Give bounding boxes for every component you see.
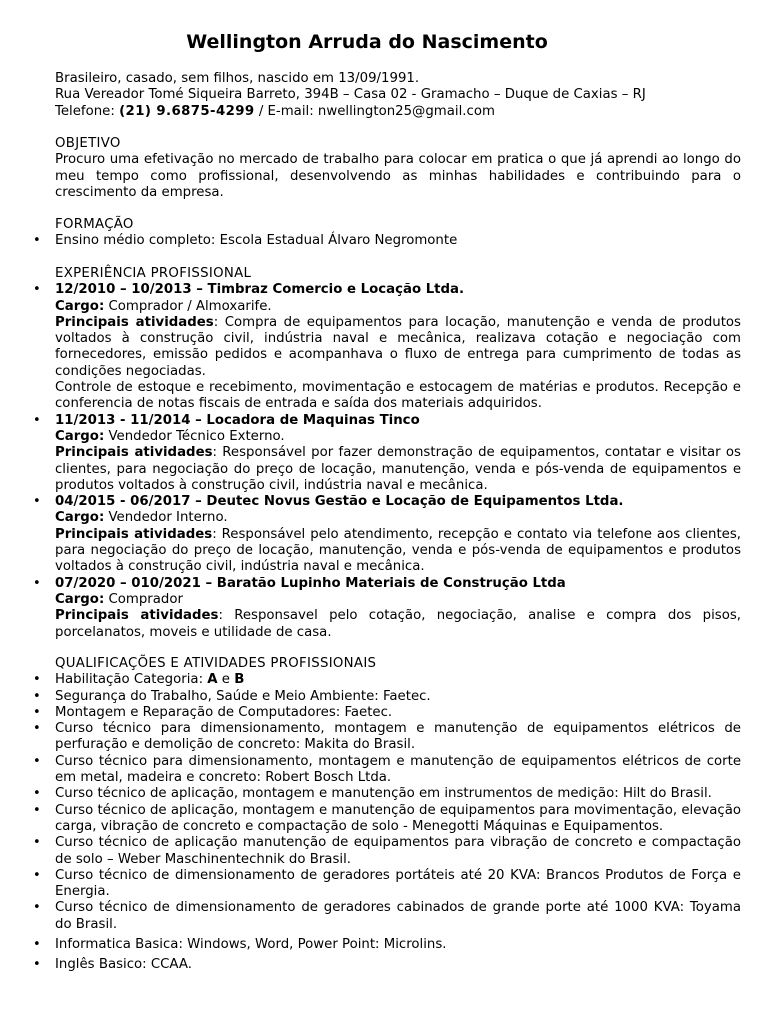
candidate-name: Wellington Arruda do Nascimento	[186, 31, 548, 53]
objective-section	[55, 136, 741, 201]
job-activities: : Responsável pelo atendimento, recepção e contato via telefone aos clientes, para negociação do preço de locação, manutenção, venda e pós-venda de equipamentos e produtos voltados à construção civil, indústria naval e mecânica.	[55, 526, 741, 575]
experience-section	[55, 266, 741, 641]
activities-label: Principais atividades	[55, 608, 219, 624]
list-item: • Curso técnico de aplicação, montagem e manutenção em instrumentos de medição: Hilt do Brasil.	[55, 786, 741, 802]
personal-details: Brasileiro, casado, sem filhos, nascido em 13/09/1991.	[55, 71, 420, 86]
list-item: • Segurança do Trabalho, Saúde e Meio Ambiente: Faetec.	[55, 689, 741, 705]
job-extra: Controle de estoque e recebimento, movimentação e estocagem de matérias e produtos. Recepção e conferencia de notas fiscais de entrada e saída dos materiais adquiridos.	[55, 380, 741, 412]
job-activities: : Responsavel pelo cotação, negociação, analise e compra dos pisos, porcelanatos, moveis e utilidade de casa.	[55, 608, 741, 640]
list-item: • Informatica Basica: Windows, Word, Power Point: Microlins.	[55, 937, 741, 953]
list-item: • Curso técnico de aplicação, montagem e manutenção de equipamentos para movimentação, elevação carga, vibração de concreto e compactação de solo - Menegotti Máquinas e Equipamentos.	[55, 803, 741, 836]
objective-heading: OBJETIVO	[55, 136, 121, 151]
list-item	[55, 672, 741, 688]
list-item: • Curso técnico de dimensionamento de geradores cabinados de grande porte até 1000 KVA: Toyama do Brasil.	[55, 900, 741, 933]
experience-heading: EXPERIÊNCIA PROFISSIONAL	[55, 266, 252, 281]
phone-label: Telefone:	[55, 103, 120, 119]
job-activities: : Responsável por fazer demonstração de equipamentos, contatar e visitar os clientes, para negociação do preço de locação, manutenção, venda e pós-venda de equipamentos e produtos voltados à construção civil, indústria naval e mecânica.	[55, 445, 741, 493]
contact-line	[55, 104, 741, 120]
role-label: Cargo:	[55, 428, 105, 444]
education-section	[55, 217, 741, 250]
list-item: • Curso técnico de dimensionamento de geradores portáteis até 20 KVA: Brancos Produtos de Força e Energia.	[55, 868, 741, 901]
list-item: • Inglês Basico: CCAA.	[55, 957, 741, 973]
job-role: Vendedor Técnico Externo.	[104, 428, 285, 444]
personal-info	[55, 71, 741, 120]
role-label: Cargo:	[55, 298, 105, 314]
email: / E-mail: nwellington25@gmail.com	[254, 103, 495, 119]
phone-number: (21) 9.6875-4299	[119, 103, 255, 119]
role-label: Cargo:	[55, 591, 105, 607]
job-title: 04/2015 - 06/2017 – Deutec Novus Gestão e Locação de Equipamentos Ltda.	[55, 494, 624, 510]
activities-label: Principais atividades	[55, 526, 213, 542]
license-category-a: A	[207, 672, 218, 688]
job-role: Comprador / Almoxarife.	[104, 298, 272, 314]
education-heading: FORMAÇÃO	[55, 217, 134, 232]
activities-label: Principais atividades	[55, 445, 213, 461]
job-entry	[55, 494, 741, 575]
role-label: Cargo:	[55, 510, 105, 526]
list-item: • Curso técnico para dimensionamento, montagem e manutenção de equipamentos elétricos de corte em metal, madeira e concreto: Robert Bosch Ltda.	[55, 754, 741, 787]
list-item: • Curso técnico para dimensionamento, montagem e manutenção de equipamentos elétricos de perfuração e demolição de concreto: Makita do Brasil.	[55, 721, 741, 754]
address: Rua Vereador Tomé Siqueira Barreto, 394B – Casa 02 - Gramacho – Duque de Caxias – RJ	[55, 87, 646, 103]
job-title: 11/2013 - 11/2014 – Locadora de Maquinas Tinco	[55, 412, 420, 428]
job-role: Comprador	[104, 591, 183, 607]
job-entry	[55, 282, 741, 412]
job-title: 07/2020 – 010/2021 – Baratão Lupinho Materiais de Construção Ltda	[55, 575, 566, 591]
job-role: Vendedor Interno.	[104, 510, 228, 526]
list-item: • Montagem e Reparação de Computadores: Faetec.	[55, 705, 741, 721]
list-item: • Ensino médio completo: Escola Estadual Álvaro Negromonte	[55, 233, 741, 249]
license-and: e	[217, 672, 235, 688]
list-item: • Curso técnico de aplicação manutenção de equipamentos para vibração de concreto e compactação de solo – Weber Maschinentechnik do Brasil.	[55, 835, 741, 868]
job-activities: : Compra de equipamentos para locação, manutenção e venda de produtos voltados à construção civil, indústria naval e mecânica, realizava cotação e negociação com fornecedores, emissão pedidos e acompanhava o fluxo de entrega para cumprimento de todas as condições negociadas.	[55, 314, 741, 379]
license-category-b: B	[234, 672, 245, 688]
qualifications-section	[55, 656, 741, 974]
objective-text: Procuro uma efetivação no mercado de trabalho para colocar em pratica o que já aprendi ao longo do meu tempo como profissional, desenvolvendo as minhas habilidades e contribuindo para o crescimento da empresa.	[55, 152, 741, 200]
job-entry	[55, 413, 741, 494]
license-label: Habilitação Categoria:	[55, 672, 208, 688]
qualifications-heading: QUALIFICAÇÕES E ATIVIDADES PROFISSIONAIS	[55, 656, 377, 671]
activities-label: Principais atividades	[55, 314, 214, 330]
job-title: 12/2010 – 10/2013 – Timbraz Comercio e Locação Ltda.	[55, 282, 465, 298]
job-entry	[55, 576, 741, 641]
